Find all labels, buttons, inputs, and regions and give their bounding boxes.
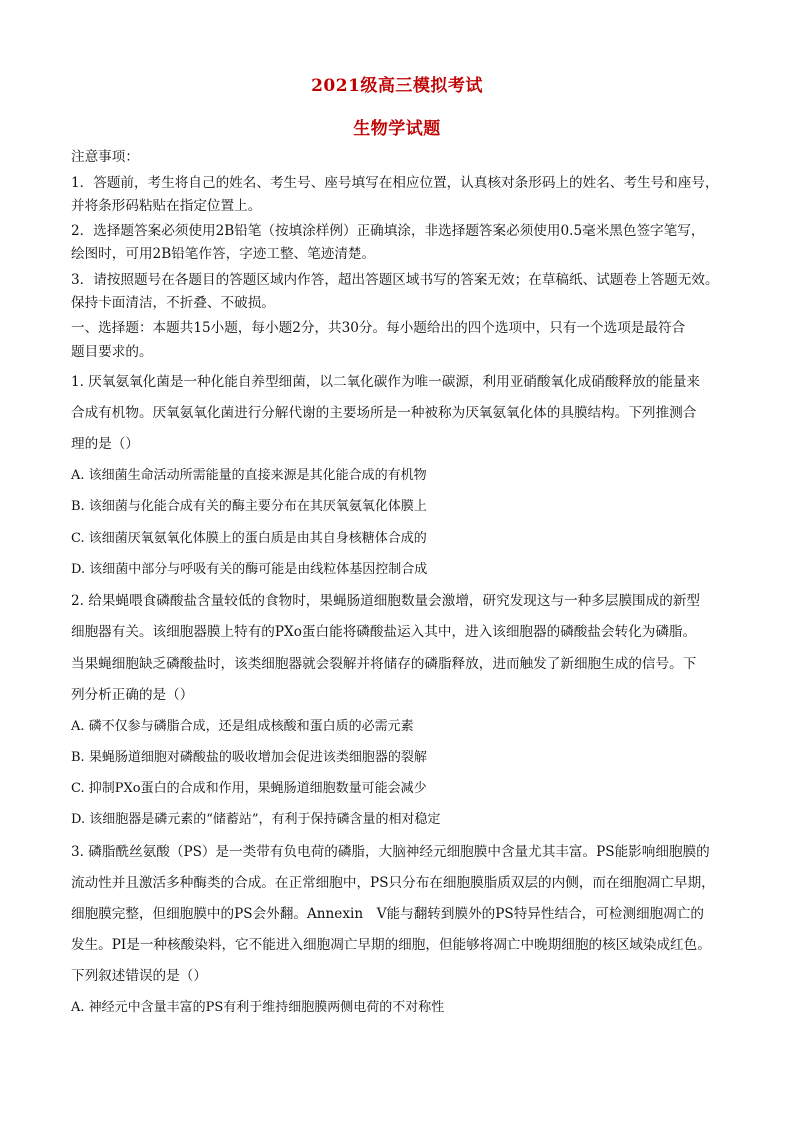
question-2-line: 当果蝇细胞缺乏磷酸盐时，该类细胞器就会裂解并将储存的磷脂释放，进而触发了新细胞生成的信号。下 [71, 656, 697, 672]
question-2-line: 列分析正确的是（） [71, 687, 194, 703]
question-1-option-c: C. 该细菌厌氧氨氧化体膜上的蛋白质是由其自身核糖体合成的 [71, 531, 427, 546]
question-1-line: 1. 厌氧氨氧化菌是一种化能自养型细菌，以二氧化碳作为唯一碳源，利用亚硝酸氧化成硝酸释放的能量来 [71, 374, 701, 390]
question-3-line: 3. 磷脂酰丝氨酸（PS）是一类带有负电荷的磷脂，大脑神经元细胞膜中含量尤其丰富。PS能影响细胞膜的 [71, 844, 710, 860]
question-3-line: 流动性并且激活多种酶类的合成。在正常细胞中，PS只分布在细胞膜脂质双层的内侧，而在细胞凋亡早期， [71, 875, 715, 891]
question-3-line: 发生。PI是一种核酸染料，它不能进入细胞凋亡早期的细胞，但能够将凋亡中晚期细胞的核区域染成红色。 [71, 937, 711, 953]
question-1-line: 理的是（） [71, 436, 139, 452]
section-heading: 一、选择题：本题共15小题，每小题2分，共30分。每小题给出的四个选项中，只有一个选项是最符合 [71, 320, 686, 336]
question-2-option-d: D. 该细胞器是磷元素的“储蓄站”，有利于保持磷含量的相对稳定 [71, 812, 441, 827]
question-2-option-c: C. 抑制PXo蛋白的合成和作用，果蝇肠道细胞数量可能会减少 [71, 781, 427, 796]
exam-title: 2021级高三模拟考试 [311, 76, 483, 96]
question-3-line: 下列叙述错误的是（） [71, 968, 207, 984]
notice-line: 1．答题前，考生将自己的姓名、考生号、座号填写在相应位置，认真核对条形码上的姓名、考生号和座号， [71, 175, 719, 191]
notice-line: 绘图时，可用2B铅笔作答，字迹工整、笔迹清楚。 [71, 246, 376, 262]
notice-line: 3．请按照题号在各题目的答题区域内作答，超出答题区域书写的答案无效；在草稿纸、试题卷上答题无效。 [71, 272, 719, 288]
question-1-option-d: D. 该细菌中部分与呼吸有关的酶可能是由线粒体基因控制合成 [71, 562, 428, 577]
exam-subtitle: 生物学试题 [353, 119, 441, 139]
section-heading: 题目要求的。 [71, 344, 153, 360]
question-3-line: 细胞膜完整，但细胞膜中的PS会外翻。Annexin V能与翻转到膜外的PS特异性结合，可检测细胞凋亡的 [71, 906, 705, 922]
notice-line: 保持卡面清洁，不折叠、不破损。 [71, 295, 275, 311]
question-2-line: 2. 给果蝇喂食磷酸盐含量较低的食物时，果蝇肠道细胞数量会激增，研究发现这与一种多层膜围成的新型 [71, 593, 701, 609]
question-1-option-a: A. 该细菌生命活动所需能量的直接来源是其化能合成的有机物 [71, 468, 427, 483]
notice-line: 并将条形码粘贴在指定位置上。 [71, 198, 262, 214]
question-3-option-a: A. 神经元中含量丰富的PS有利于维持细胞膜两侧电荷的不对称性 [71, 1000, 445, 1015]
question-1-line: 合成有机物。厌氧氨氧化菌进行分解代谢的主要场所是一种被称为厌氧氨氧化体的具膜结构。下列推测合 [71, 405, 697, 421]
notice-heading: 注意事项： [71, 149, 139, 165]
question-2-option-a: A. 磷不仅参与磷脂合成，还是组成核酸和蛋白质的必需元素 [71, 719, 414, 734]
question-2-line: 细胞器有关。该细胞器膜上特有的PXo蛋白能将磷酸盐运入其中，进入该细胞器的磷酸盐会转化为磷脂。 [71, 624, 697, 640]
question-2-option-b: B. 果蝇肠道细胞对磷酸盐的吸收增加会促进该类细胞器的裂解 [71, 750, 427, 765]
notice-line: 2．选择题答案必须使用2B铅笔（按填涂样例）正确填涂，非选择题答案必须使用0.5毫米黑色签字笔写， [71, 223, 705, 239]
question-1-option-b: B. 该细菌与化能合成有关的酶主要分布在其厌氧氨氧化体膜上 [71, 499, 427, 514]
